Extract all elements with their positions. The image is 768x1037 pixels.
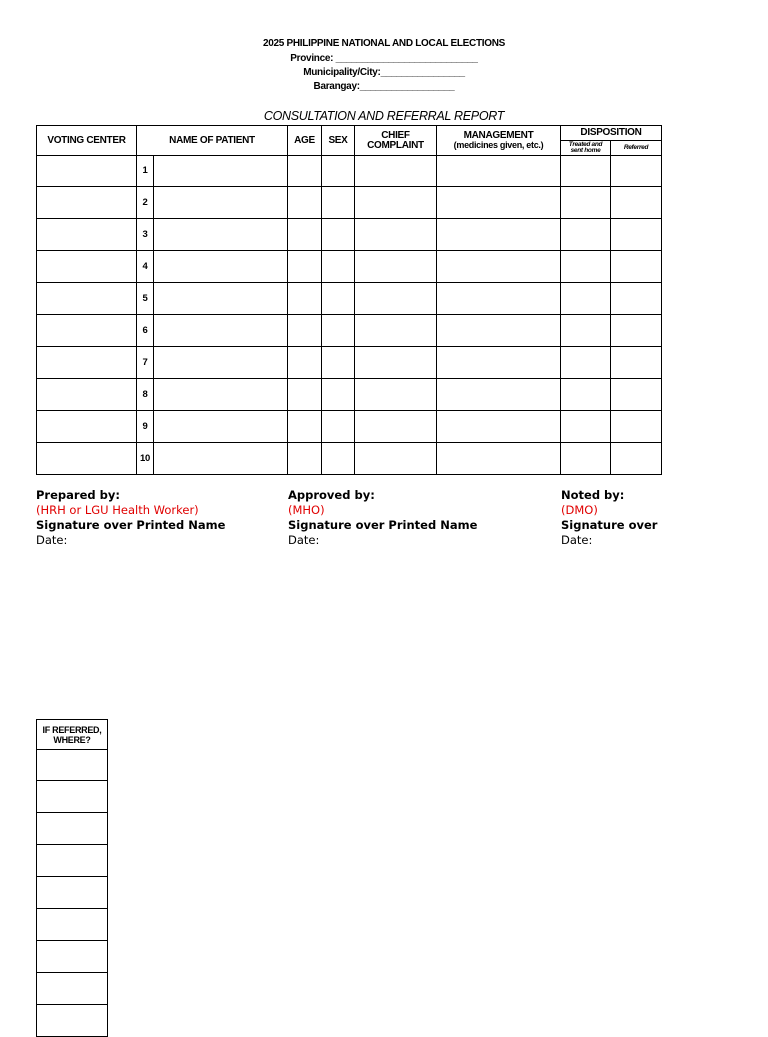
header-referred: Referred <box>611 141 662 156</box>
header-management-line2: (medicines given, etc.) <box>453 140 544 150</box>
patient-name-cell[interactable] <box>154 156 288 187</box>
voting-center-cell[interactable] <box>37 347 137 379</box>
age-cell[interactable] <box>288 251 322 283</box>
table-row <box>37 187 662 219</box>
patient-name-cell[interactable] <box>154 411 288 443</box>
referral-destination-cell[interactable] <box>37 941 108 973</box>
table-row <box>37 219 662 251</box>
row-number: 5 <box>137 283 154 315</box>
header-chief-complaint-line1: CHIEF <box>381 129 410 141</box>
row-number: 10 <box>137 443 154 475</box>
referral-row <box>37 941 108 973</box>
treated-cell[interactable] <box>561 315 611 347</box>
table-row <box>37 156 662 187</box>
approved-by-label: Approved by: <box>288 488 375 502</box>
sex-cell[interactable] <box>322 443 355 475</box>
row-number: 7 <box>137 347 154 379</box>
noted-by-signature: Signature over <box>561 518 658 532</box>
row-number: 2 <box>137 187 154 219</box>
row-number: 3 <box>137 219 154 251</box>
approved-by-block <box>288 488 477 548</box>
municipality-field: Municipality/City:________________ <box>303 67 465 78</box>
row-number: 9 <box>137 411 154 443</box>
sex-cell[interactable] <box>322 411 355 443</box>
table-row <box>37 443 662 475</box>
referral-row <box>37 750 108 781</box>
patient-name-cell[interactable] <box>154 187 288 219</box>
prepared-by-block <box>36 488 225 548</box>
referral-row <box>37 973 108 1005</box>
treated-cell[interactable] <box>561 443 611 475</box>
referral-destination-cell[interactable] <box>37 781 108 813</box>
management-cell[interactable] <box>437 315 561 347</box>
treated-cell[interactable] <box>561 283 611 315</box>
header-voting-center: VOTING CENTER <box>37 126 137 156</box>
chief-complaint-cell[interactable] <box>355 156 437 187</box>
treated-cell[interactable] <box>561 347 611 379</box>
voting-center-cell[interactable] <box>37 187 137 219</box>
referred-cell[interactable] <box>611 219 662 251</box>
voting-center-cell[interactable] <box>37 315 137 347</box>
table-row <box>37 315 662 347</box>
management-cell[interactable] <box>437 411 561 443</box>
referral-table <box>36 719 108 1037</box>
barangay-field: Barangay:__________________ <box>313 81 455 92</box>
chief-complaint-cell[interactable] <box>355 251 437 283</box>
header-if-referred-where <box>37 720 108 750</box>
prepared-by-label: Prepared by: <box>36 488 120 502</box>
management-cell[interactable] <box>437 219 561 251</box>
referred-cell[interactable] <box>611 443 662 475</box>
age-cell[interactable] <box>288 379 322 411</box>
sex-cell[interactable] <box>322 379 355 411</box>
table-row <box>37 347 662 379</box>
age-cell[interactable] <box>288 187 322 219</box>
table-row <box>37 283 662 315</box>
treated-cell[interactable] <box>561 187 611 219</box>
patient-name-cell[interactable] <box>154 219 288 251</box>
sex-cell[interactable] <box>322 251 355 283</box>
referral-destination-cell[interactable] <box>37 877 108 909</box>
approved-by-date: Date: <box>288 533 320 547</box>
sex-cell[interactable] <box>322 283 355 315</box>
referral-row <box>37 909 108 941</box>
table-row <box>37 411 662 443</box>
voting-center-cell[interactable] <box>37 443 137 475</box>
age-cell[interactable] <box>288 156 322 187</box>
management-cell[interactable] <box>437 379 561 411</box>
management-cell[interactable] <box>437 283 561 315</box>
row-number: 6 <box>137 315 154 347</box>
age-cell[interactable] <box>288 283 322 315</box>
voting-center-cell[interactable] <box>37 251 137 283</box>
referred-cell[interactable] <box>611 411 662 443</box>
treated-cell[interactable] <box>561 219 611 251</box>
referred-cell[interactable] <box>611 187 662 219</box>
election-title: 2025 PHILIPPINE NATIONAL AND LOCAL ELECTIONS <box>262 38 506 49</box>
referral-row <box>37 1005 108 1037</box>
referred-cell[interactable] <box>611 347 662 379</box>
age-cell[interactable] <box>288 347 322 379</box>
patient-name-cell[interactable] <box>154 347 288 379</box>
header-disposition: DISPOSITION <box>561 126 662 141</box>
chief-complaint-cell[interactable] <box>355 283 437 315</box>
management-cell[interactable] <box>437 251 561 283</box>
chief-complaint-cell[interactable] <box>355 443 437 475</box>
row-number: 1 <box>137 156 154 187</box>
referral-row <box>37 845 108 877</box>
header-management <box>437 126 561 156</box>
treated-cell[interactable] <box>561 251 611 283</box>
chief-complaint-cell[interactable] <box>355 379 437 411</box>
treated-cell[interactable] <box>561 379 611 411</box>
province-field: Province: ___________________________ <box>290 53 478 64</box>
noted-by-block <box>561 488 657 548</box>
chief-complaint-cell[interactable] <box>355 347 437 379</box>
voting-center-cell[interactable] <box>37 411 137 443</box>
management-cell[interactable] <box>437 347 561 379</box>
referral-row <box>37 813 108 845</box>
sex-cell[interactable] <box>322 219 355 251</box>
row-number: 4 <box>137 251 154 283</box>
header-age: AGE <box>288 126 322 156</box>
management-cell[interactable] <box>437 443 561 475</box>
voting-center-cell[interactable] <box>37 379 137 411</box>
patient-name-cell[interactable] <box>154 443 288 475</box>
referred-cell[interactable] <box>611 156 662 187</box>
header-chief-complaint <box>355 126 437 156</box>
noted-by-label: Noted by: <box>561 488 625 502</box>
noted-by-role: (DMO) <box>561 503 598 517</box>
treated-cell[interactable] <box>561 411 611 443</box>
referral-destination-cell[interactable] <box>37 909 108 941</box>
referral-destination-cell[interactable] <box>37 845 108 877</box>
report-title: CONSULTATION AND REFERRAL REPORT <box>263 109 505 123</box>
row-number: 8 <box>137 379 154 411</box>
consultation-table <box>36 125 662 475</box>
sex-cell[interactable] <box>322 315 355 347</box>
voting-center-cell[interactable] <box>37 156 137 187</box>
sex-cell[interactable] <box>322 187 355 219</box>
referral-row <box>37 877 108 909</box>
referred-cell[interactable] <box>611 251 662 283</box>
header-sex: SEX <box>322 126 355 156</box>
referral-destination-cell[interactable] <box>37 1005 108 1037</box>
header-chief-complaint-line2: COMPLAINT <box>367 139 424 151</box>
header-treated-line1: Treated and <box>568 140 603 148</box>
header-treated-sent-home <box>561 141 611 156</box>
header-management-line1: MANAGEMENT <box>463 130 534 141</box>
header-treated-line2: sent home <box>570 147 601 154</box>
noted-by-date: Date: <box>561 533 593 547</box>
referral-destination-cell[interactable] <box>37 813 108 845</box>
chief-complaint-cell[interactable] <box>355 411 437 443</box>
prepared-by-signature: Signature over Printed Name <box>36 518 226 532</box>
chief-complaint-cell[interactable] <box>355 219 437 251</box>
age-cell[interactable] <box>288 443 322 475</box>
patient-name-cell[interactable] <box>154 379 288 411</box>
sex-cell[interactable] <box>322 156 355 187</box>
patient-name-cell[interactable] <box>154 251 288 283</box>
prepared-by-role: (HRH or LGU Health Worker) <box>36 503 199 517</box>
table-row <box>37 251 662 283</box>
approved-by-role: (MHO) <box>288 503 325 517</box>
referral-destination-cell[interactable] <box>37 973 108 1005</box>
management-cell[interactable] <box>437 187 561 219</box>
chief-complaint-cell[interactable] <box>355 315 437 347</box>
treated-cell[interactable] <box>561 156 611 187</box>
patient-name-cell[interactable] <box>154 315 288 347</box>
patient-name-cell[interactable] <box>154 283 288 315</box>
referral-destination-cell[interactable] <box>37 750 108 781</box>
table-row <box>37 379 662 411</box>
voting-center-cell[interactable] <box>37 283 137 315</box>
management-cell[interactable] <box>437 156 561 187</box>
sex-cell[interactable] <box>322 347 355 379</box>
approved-by-signature: Signature over Printed Name <box>288 518 478 532</box>
referred-cell[interactable] <box>611 283 662 315</box>
prepared-by-date: Date: <box>36 533 68 547</box>
referred-cell[interactable] <box>611 379 662 411</box>
header-if-referred-line2: WHERE? <box>53 734 91 745</box>
voting-center-cell[interactable] <box>37 219 137 251</box>
age-cell[interactable] <box>288 411 322 443</box>
header-if-referred-line1: IF REFERRED, <box>42 724 102 735</box>
referral-row <box>37 781 108 813</box>
chief-complaint-cell[interactable] <box>355 187 437 219</box>
header-name-of-patient: NAME OF PATIENT <box>137 126 288 156</box>
age-cell[interactable] <box>288 219 322 251</box>
age-cell[interactable] <box>288 315 322 347</box>
referred-cell[interactable] <box>611 315 662 347</box>
